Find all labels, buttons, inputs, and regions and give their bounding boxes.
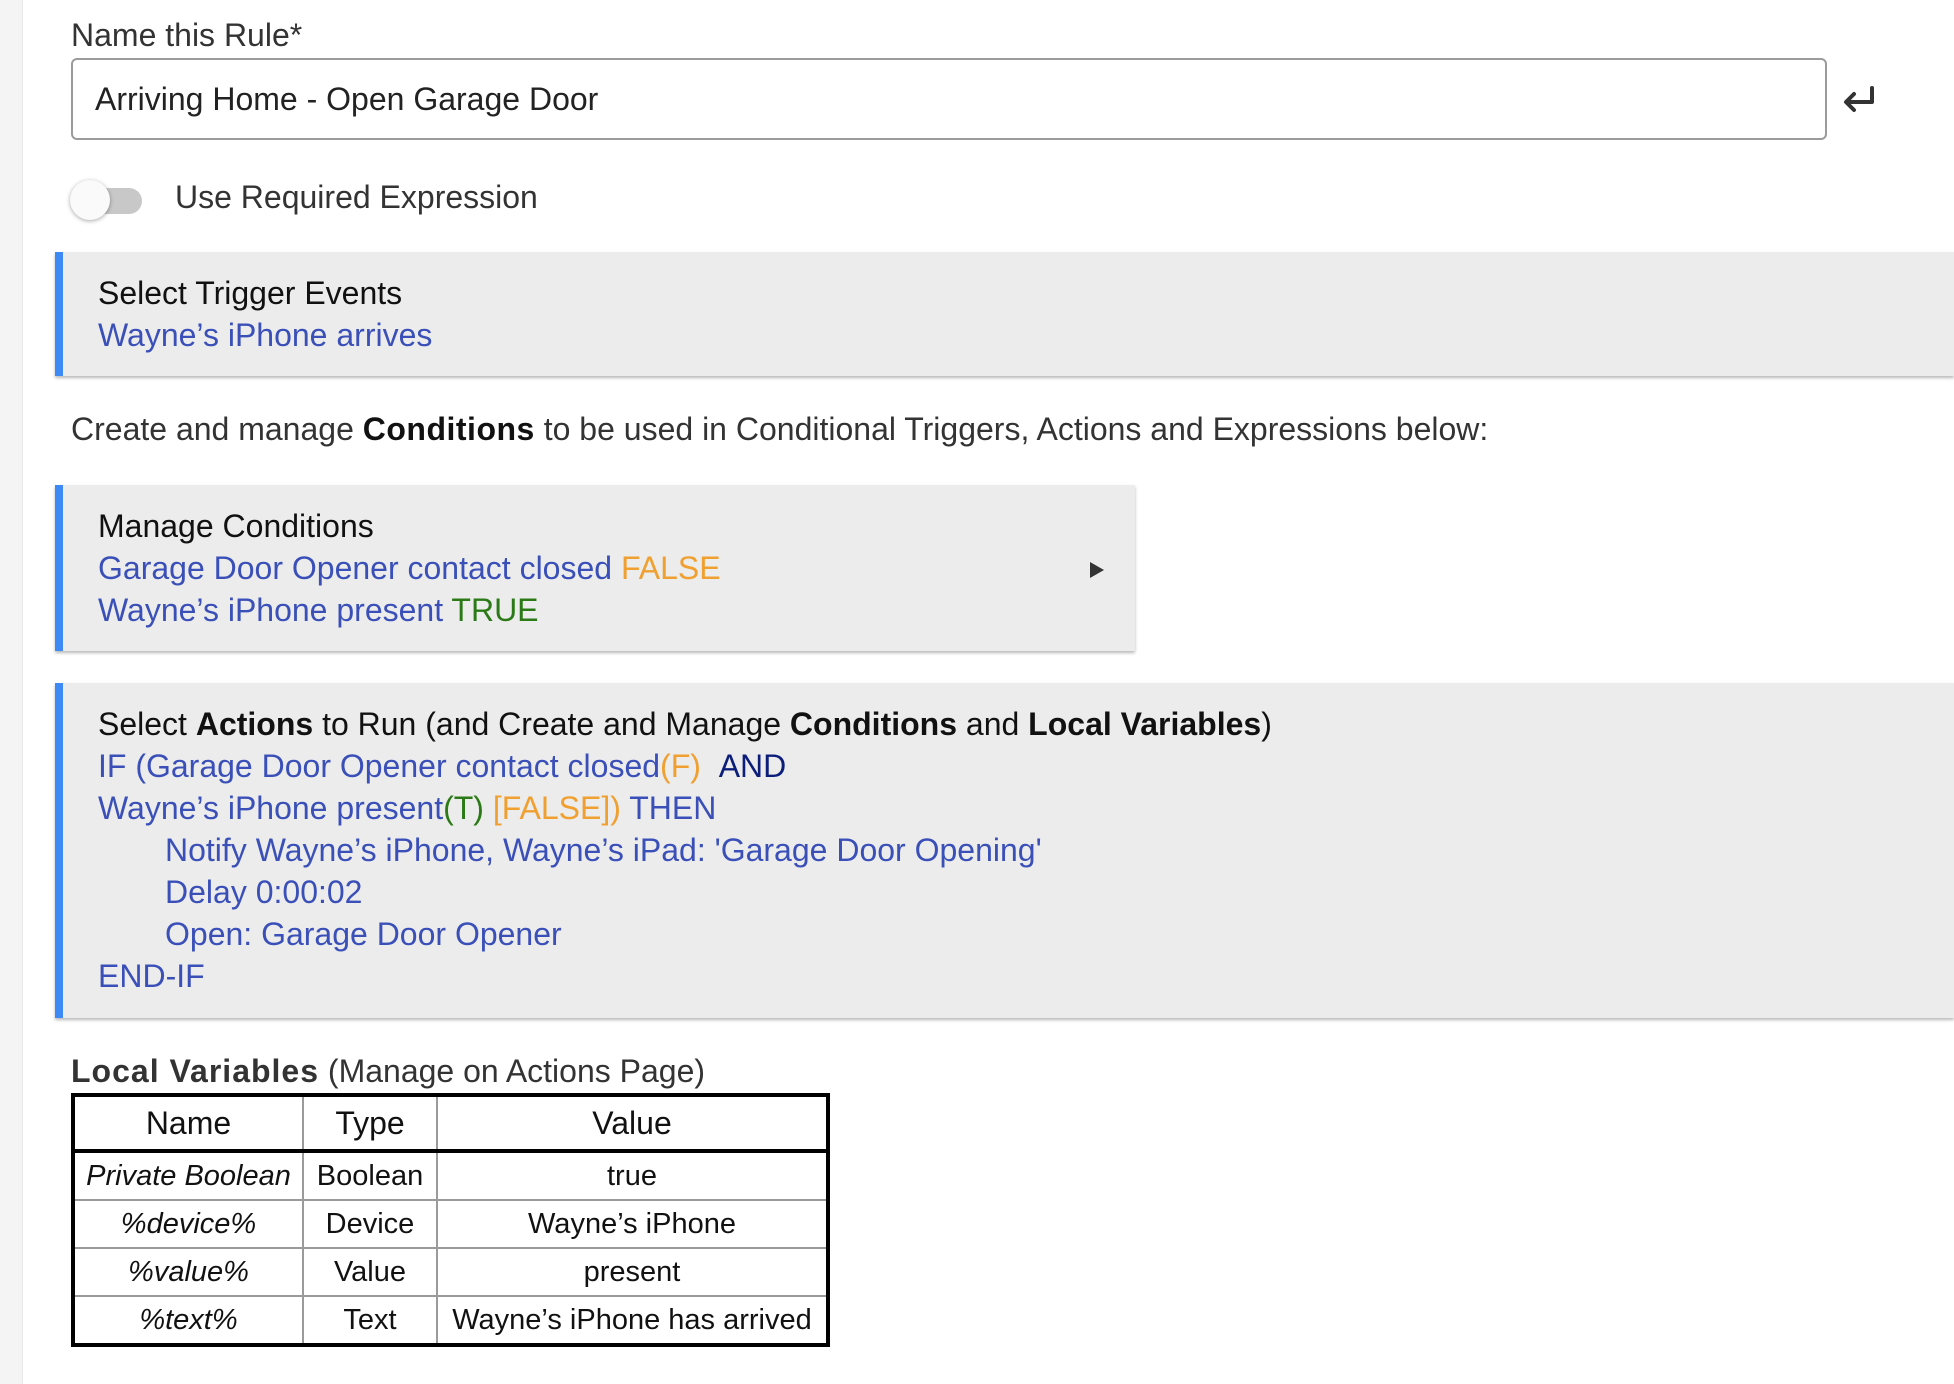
required-expression-toggle[interactable] (70, 178, 146, 222)
var-value: Wayne’s iPhone (437, 1200, 828, 1248)
heading-bold: Local Variables (71, 1053, 320, 1089)
var-name: %value% (73, 1248, 303, 1296)
condition-state: TRUE (451, 592, 539, 628)
toggle-knob (70, 180, 110, 220)
cond-result: [FALSE]) (492, 790, 621, 826)
table-row (73, 1200, 828, 1248)
var-name: %text% (73, 1296, 303, 1345)
action-step: Open: Garage Door Opener (165, 916, 562, 952)
rule-name-input[interactable] (71, 58, 1827, 140)
var-type: Value (303, 1248, 437, 1296)
if-flag: (F) (660, 748, 701, 784)
var-name: Private Boolean (73, 1151, 303, 1200)
manage-conditions-card[interactable] (55, 485, 1135, 651)
var-type: Boolean (303, 1151, 437, 1200)
intro-bold: Conditions (362, 411, 535, 447)
title-part: to Run (and Create and Manage (313, 706, 790, 742)
table-row (73, 1248, 828, 1296)
select-actions-card[interactable] (55, 683, 1954, 1018)
title-part: ) (1261, 706, 1272, 742)
conditions-intro-text (71, 408, 1488, 450)
table-header-row (73, 1095, 828, 1151)
expand-arrow-icon[interactable] (1088, 560, 1106, 580)
title-bold-local-variables: Local Variables (1028, 706, 1262, 742)
intro-after: to be used in Conditional Triggers, Actions and Expressions below: (534, 411, 1489, 447)
condition-text: Garage Door Opener contact closed (98, 550, 621, 586)
action-step: Delay 0:00:02 (165, 874, 363, 910)
table-row (73, 1151, 828, 1200)
trigger-events-card[interactable] (55, 252, 1954, 376)
title-part: and (957, 706, 1029, 742)
required-expression-label: Use Required Expression (175, 179, 538, 215)
condition-item (98, 547, 1135, 589)
actions-card-title (98, 703, 1954, 745)
cond-flag: (T) (443, 790, 484, 826)
local-variables-table (71, 1093, 830, 1347)
var-type: Device (303, 1200, 437, 1248)
trigger-card-title: Select Trigger Events (98, 275, 403, 311)
trigger-event: Wayne’s iPhone arrives (98, 317, 433, 353)
if-keyword: IF (Garage Door Opener contact closed (98, 748, 661, 784)
if-operator: AND (718, 748, 787, 784)
end-if-line: END-IF (98, 958, 205, 994)
condition-item (98, 589, 1135, 631)
table-row (73, 1296, 828, 1345)
title-part: Select (98, 706, 196, 742)
action-step: Notify Wayne’s iPhone, Wayne’s iPad: 'Garage Door Opening' (165, 832, 1042, 868)
var-type: Text (303, 1296, 437, 1345)
enter-return-icon[interactable] (1840, 82, 1880, 118)
var-value: present (437, 1248, 828, 1296)
if-line (98, 745, 1954, 787)
condition-line (98, 787, 1954, 829)
title-bold-conditions: Conditions (789, 706, 957, 742)
cond-then: THEN (620, 790, 717, 826)
cond-text: Wayne’s iPhone present (98, 790, 444, 826)
heading-rest: (Manage on Actions Page) (319, 1053, 706, 1089)
intro-before: Create and manage (71, 411, 363, 447)
title-bold-actions: Actions (195, 706, 314, 742)
var-value: Wayne’s iPhone has arrived (437, 1296, 828, 1345)
column-header-name: Name (73, 1095, 303, 1151)
var-name: %device% (73, 1200, 303, 1248)
local-variables-heading (71, 1050, 705, 1092)
rule-name-label: Name this Rule* (71, 17, 303, 53)
conditions-card-title: Manage Conditions (98, 508, 374, 544)
condition-text: Wayne’s iPhone present (98, 592, 452, 628)
condition-state: FALSE (620, 550, 721, 586)
column-header-value: Value (437, 1095, 828, 1151)
var-value: true (437, 1151, 828, 1200)
column-header-type: Type (303, 1095, 437, 1151)
